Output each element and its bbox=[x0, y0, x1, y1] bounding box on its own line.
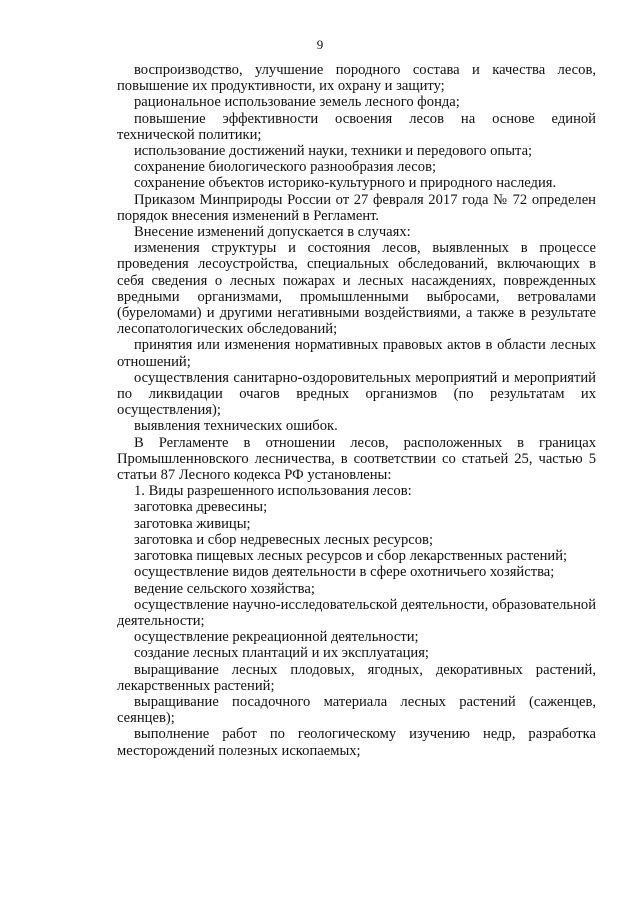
paragraph: заготовка древесины; bbox=[134, 499, 268, 516]
paragraph: повышение эффективности освоения лесов на основе единой технической политики; bbox=[117, 110, 596, 143]
paragraph: заготовка живицы; bbox=[134, 515, 251, 532]
paragraph: В Регламенте в отношении лесов, расположенных в границах Промышленновского лесничества, в соответствии со статьей 25, частью 5 статьи 87 Лесного кодекса РФ установлены: bbox=[117, 434, 596, 484]
document-body bbox=[117, 62, 596, 759]
paragraph: рациональное использование земель лесного фонда; bbox=[134, 94, 460, 111]
paragraph: заготовка пищевых лесных ресурсов и сбор лекарственных растений; bbox=[134, 548, 568, 565]
paragraph: осуществление научно-исследовательской деятельности, образовательной деятельности; bbox=[117, 596, 596, 629]
paragraph: выполнение работ по геологическому изучению недр, разработка месторождений полезных ископаемых; bbox=[117, 726, 596, 759]
paragraph: ведение сельского хозяйства; bbox=[134, 580, 315, 597]
paragraph: изменения структуры и состояния лесов, выявленных в процессе проведения лесоустройства, специальных обследований, включающих в себя сведения о лесных пожарах и лесных насаждениях, поврежденных вредными организмами, промышленными выбросами, ветровалами (буреломами) и другими негативными воздействиями, а также в результате лесопатологических обследований; bbox=[117, 240, 596, 338]
paragraph: осуществление рекреационной деятельности; bbox=[134, 629, 419, 646]
paragraph: 1. Виды разрешенного использования лесов: bbox=[134, 483, 412, 500]
paragraph: использование достижений науки, техники и передового опыта; bbox=[134, 143, 533, 160]
paragraph: воспроизводство, улучшение породного состава и качества лесов, повышение их продуктивности, их охрану и защиту; bbox=[117, 62, 596, 95]
paragraph: заготовка и сбор недревесных лесных ресурсов; bbox=[134, 531, 433, 548]
paragraph: Внесение изменений допускается в случаях: bbox=[134, 224, 411, 241]
paragraph: выращивание лесных плодовых, ягодных, декоративных растений, лекарственных растений; bbox=[117, 661, 596, 694]
paragraph: Приказом Минприроды России от 27 февраля 2017 года № 72 определен порядок внесения изменений в Регламент. bbox=[117, 191, 596, 224]
paragraph: осуществление видов деятельности в сфере охотничьего хозяйства; bbox=[134, 564, 555, 581]
paragraph: принятия или изменения нормативных правовых актов в области лесных отношений; bbox=[117, 337, 596, 370]
paragraph: сохранение объектов историко-культурного и природного наследия. bbox=[134, 175, 557, 192]
paragraph: выявления технических ошибок. bbox=[134, 418, 338, 435]
paragraph: сохранение биологического разнообразия лесов; bbox=[134, 159, 437, 176]
paragraph: создание лесных плантаций и их эксплуатация; bbox=[134, 645, 429, 662]
page-number: 9 bbox=[316, 37, 324, 52]
paragraph: выращивание посадочного материала лесных растений (саженцев, сеянцев); bbox=[117, 693, 596, 727]
paragraph: осуществления санитарно-оздоровительных мероприятий и мероприятий по ликвидации очагов вредных организмов (по результатам их осуществления); bbox=[117, 369, 596, 419]
